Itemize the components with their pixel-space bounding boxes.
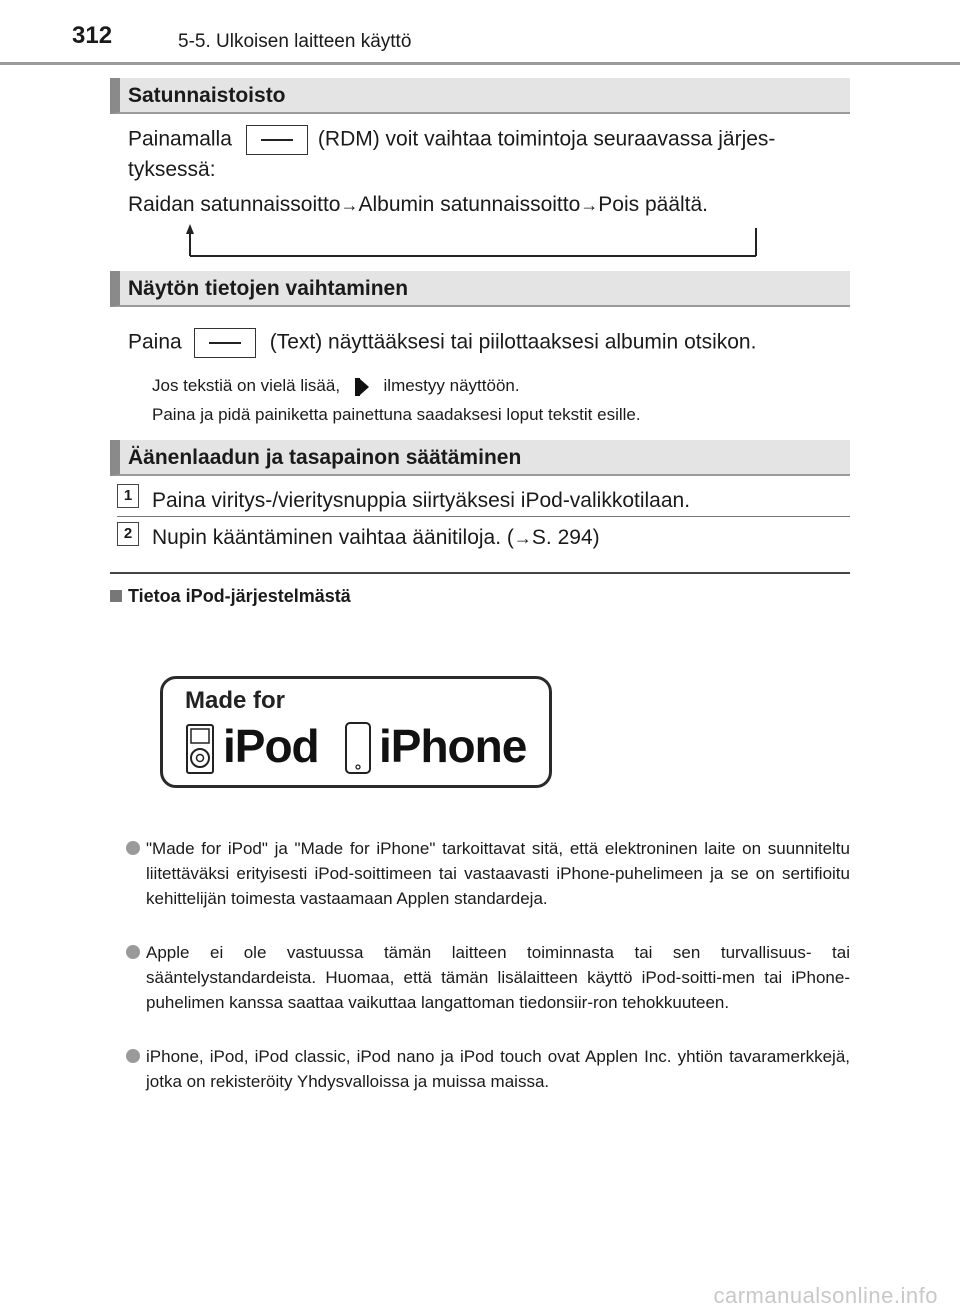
sequence-item: Raidan satunnaissoitto xyxy=(128,193,341,216)
step-number-2: 2 xyxy=(117,522,139,546)
section-heading-random-play xyxy=(110,78,850,114)
square-bullet-icon xyxy=(110,590,122,602)
section-heading-text: Äänenlaadun ja tasapainon säätäminen xyxy=(128,446,522,469)
display-info-note1 xyxy=(152,374,520,398)
section-divider xyxy=(110,572,850,574)
about-heading-text: Tietoa iPod-järjestelmästä xyxy=(128,586,351,606)
page-number: 312 xyxy=(72,22,113,49)
arrow-right-icon: → xyxy=(340,195,359,215)
text-fragment: Paina xyxy=(128,330,182,354)
logo-ipod: iPod xyxy=(223,720,319,772)
logo-made-for: Made for xyxy=(185,687,286,714)
section-heading-text: Näytön tietojen vaihtaminen xyxy=(128,277,409,300)
section-heading-sound xyxy=(110,440,850,476)
text-fragment: (RDM) voit vaihtaa toimintoja seuraavassa järjes- xyxy=(317,127,776,151)
text-button-icon xyxy=(194,328,256,358)
section-heading-display-info xyxy=(110,271,850,307)
bullet-text: iPhone, iPod, iPod classic, iPod nano ja iPod touch ovat Applen Inc. yhtiön tavaramerkkejä, jotka on rekisteröity Yhdysvalloissa ja muissa maissa. xyxy=(146,1047,850,1091)
section-heading-text: Satunnaistoisto xyxy=(128,84,286,107)
rdm-button-icon xyxy=(246,125,308,155)
step-divider xyxy=(117,516,850,517)
bullet-item xyxy=(128,940,850,1015)
watermark: carmanualsonline.info xyxy=(713,1283,938,1308)
logo-iphone: iPhone xyxy=(379,720,527,772)
text-fragment: S. 294) xyxy=(531,526,600,549)
random-play-line1 xyxy=(128,125,850,155)
text-fragment: Jos tekstiä on vielä lisää, xyxy=(152,376,341,395)
text-fragment: Painamalla xyxy=(128,127,232,151)
display-info-line xyxy=(128,328,756,358)
random-play-sequence xyxy=(128,191,708,219)
ipod-device-icon xyxy=(185,723,215,775)
random-play-line2: tyksessä: xyxy=(128,158,216,181)
bullet-text: "Made for iPod" ja "Made for iPhone" tarkoittavat sitä, että elektroninen laite on suunniteltu liitettäväksi erityisesti iPod-soittimeen tai vastaavasti iPhone-puhelimeen ja se on sertifioitu kehittelijän toimesta vastaamaan Applen standardeja. xyxy=(146,839,850,908)
text-fragment: Nupin kääntäminen vaihtaa äänitiloja. ( xyxy=(152,526,514,549)
bullet-item xyxy=(128,836,850,911)
about-heading xyxy=(110,586,351,607)
more-text-arrow-icon xyxy=(349,375,373,397)
bullet-dot-icon xyxy=(126,841,140,855)
made-for-ipod-iphone-logo xyxy=(160,676,552,788)
iphone-device-icon xyxy=(343,721,373,777)
text-fragment: ilmestyy näyttöön. xyxy=(383,376,520,395)
header-divider xyxy=(0,62,960,65)
sequence-item: Albumin satunnaissoitto xyxy=(358,193,581,216)
step-number-1: 1 xyxy=(117,484,139,508)
loop-back-arrow-icon xyxy=(180,222,764,262)
sequence-item: Pois päältä. xyxy=(598,193,709,216)
text-fragment: (Text) näyttääksesi tai piilottaaksesi albumin otsikon. xyxy=(269,330,757,354)
arrow-right-icon: → xyxy=(580,195,599,215)
bullet-item xyxy=(128,1044,850,1094)
bullet-dot-icon xyxy=(126,945,140,959)
arrow-right-icon: → xyxy=(513,528,532,548)
chapter-title: 5-5. Ulkoisen laitteen käyttö xyxy=(178,31,412,52)
display-info-note2: Paina ja pidä painiketta painettuna saadaksesi loput tekstit esille. xyxy=(152,405,641,424)
step-1-text: Paina viritys-/vieritysnuppia siirtyäksesi iPod-valikkotilaan. xyxy=(152,489,691,512)
bullet-text: Apple ei ole vastuussa tämän laitteen toiminnasta tai sen turvallisuus- tai sääntelystandardeista. Huomaa, että tämän lisälaitteen käyttö iPod-soitti-men tai iPhone-puhelimen kanssa saattaa vaikuttaa langattoman tiedonsiir-ron tehokkuuteen. xyxy=(146,943,850,1012)
bullet-dot-icon xyxy=(126,1049,140,1063)
step-2-text xyxy=(152,524,600,552)
